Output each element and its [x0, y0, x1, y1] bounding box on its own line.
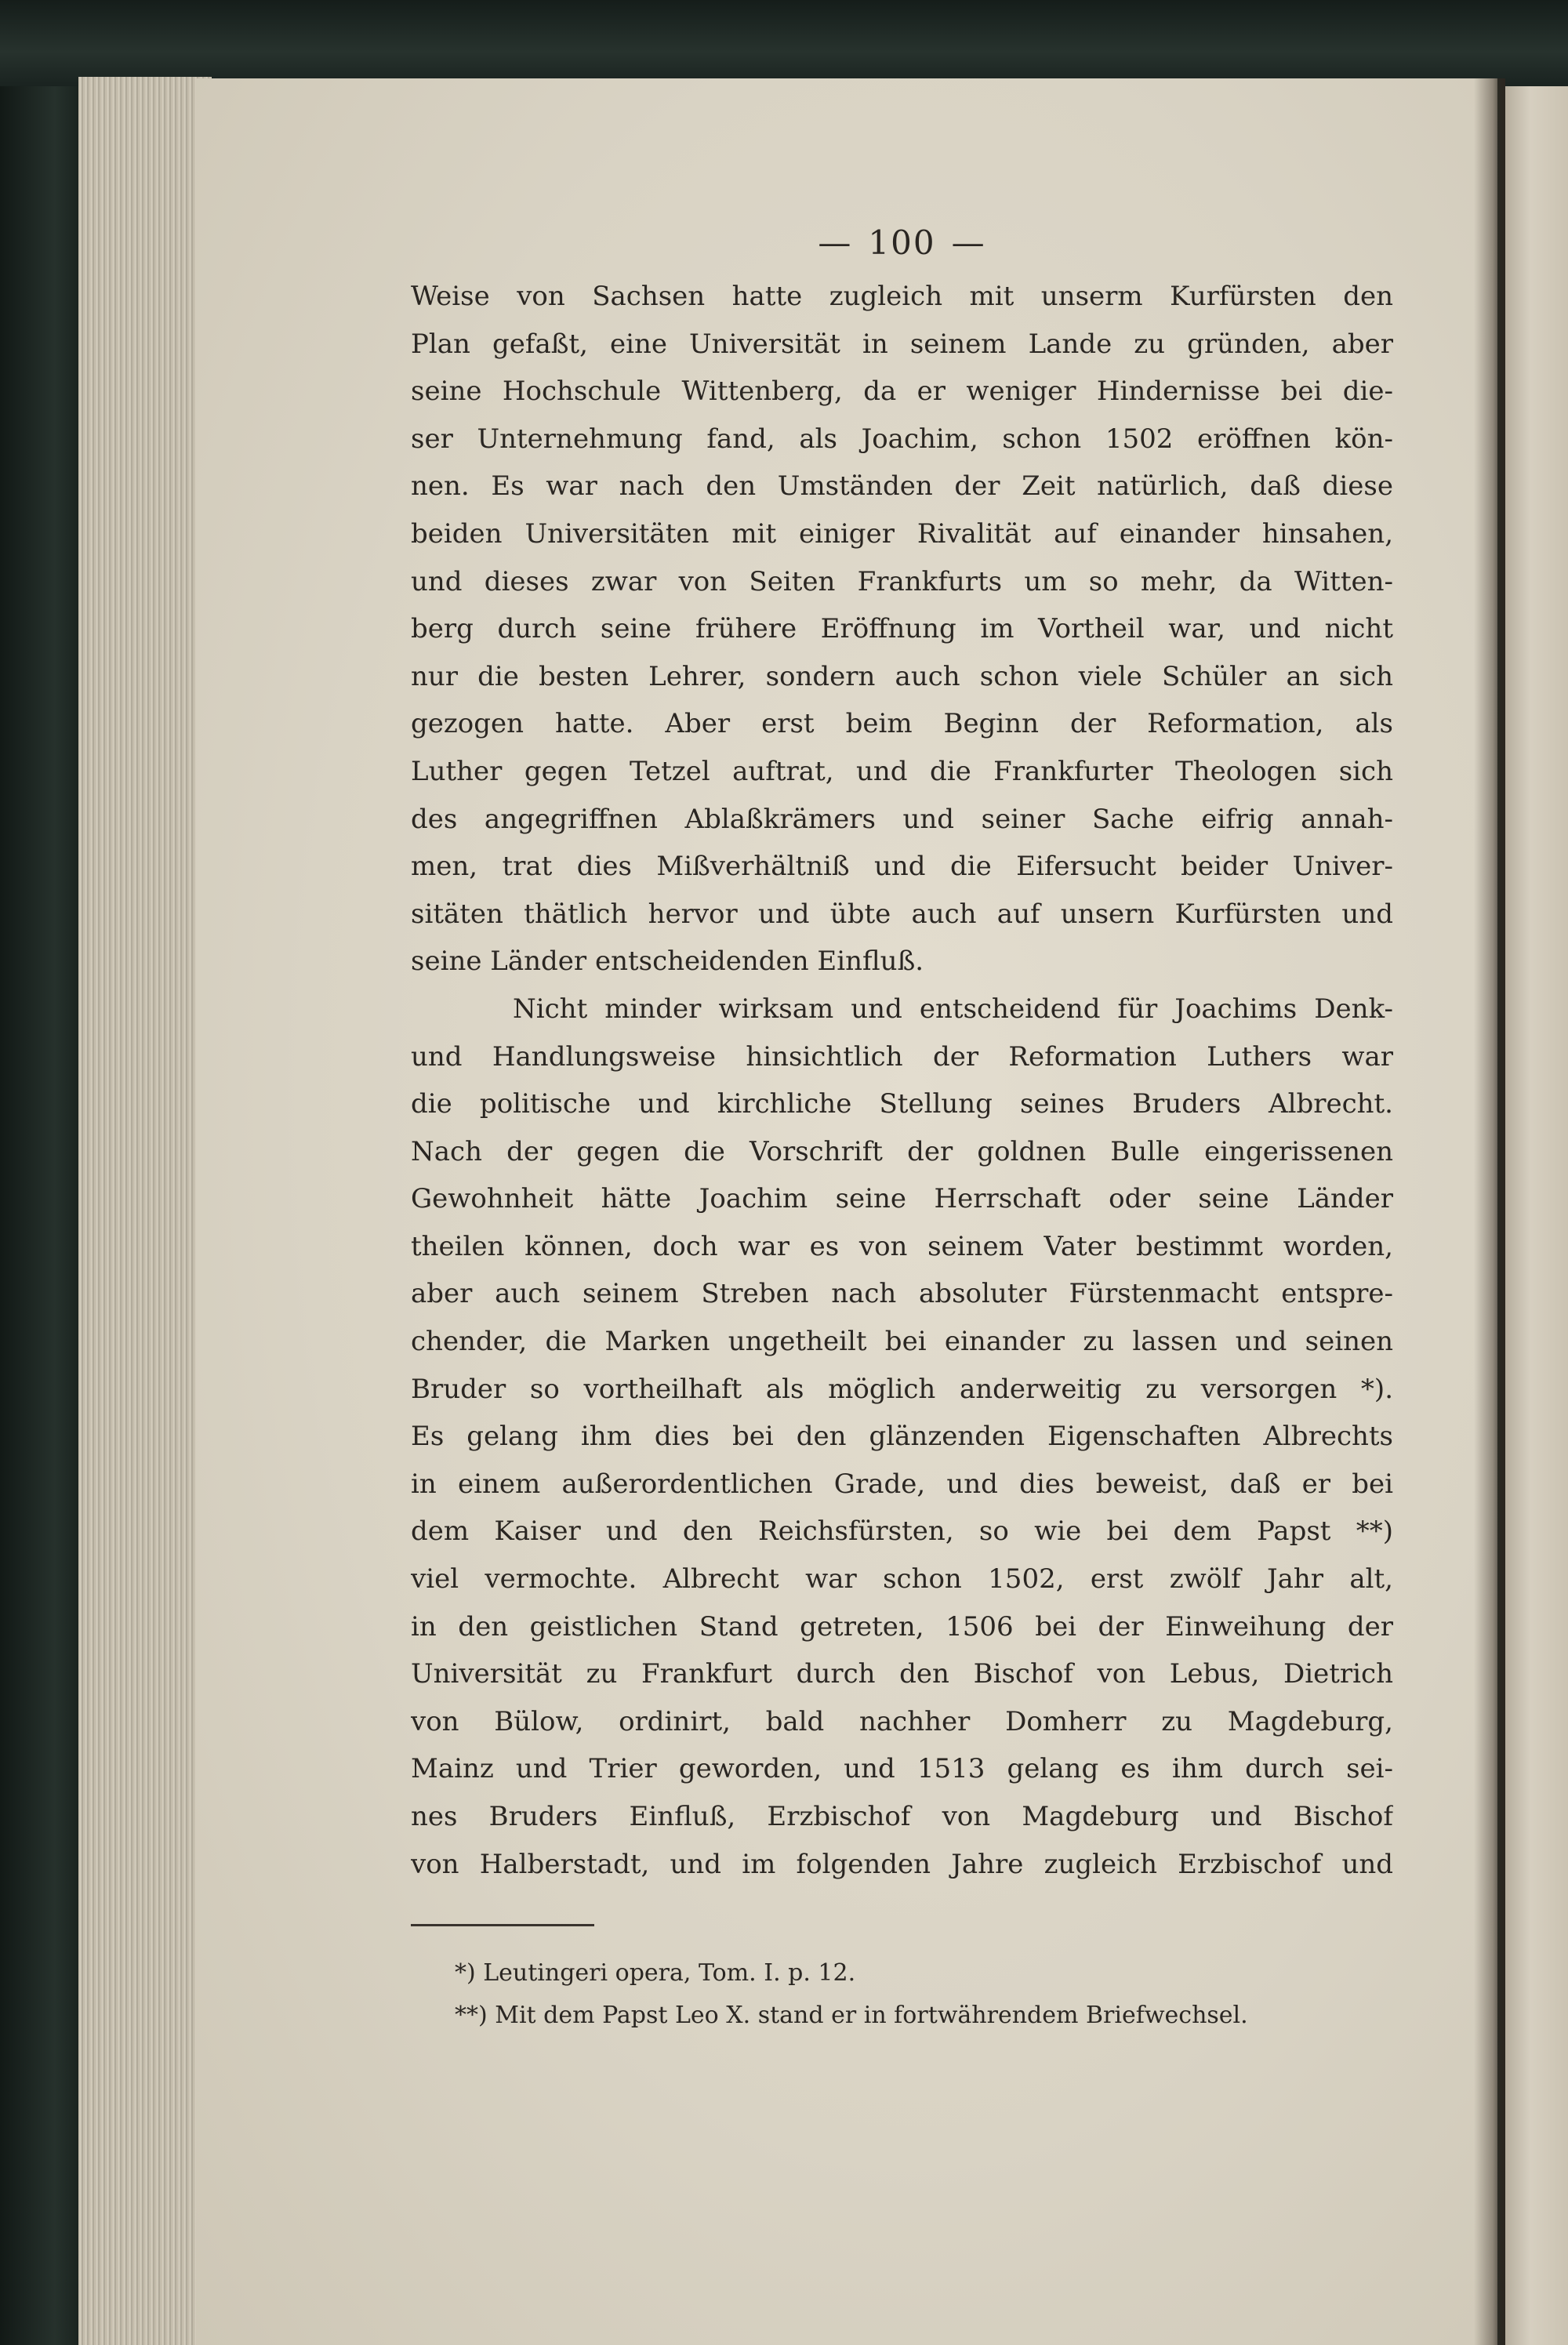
- page-number-dash-left: —: [818, 223, 853, 262]
- footnote-1: *) Leutingeri opera, Tom. I. p. 12.: [455, 1959, 856, 1987]
- text-line: chender, die Marken ungetheilt bei einander zu lassen und seinen: [411, 1326, 1393, 1358]
- page-text: [411, 220, 1393, 1888]
- text-line: nur die besten Lehrer, sondern auch schon viele Schüler an sich: [411, 660, 1393, 692]
- text-line: in den geistlichen Stand getreten, 1506 bei der Einweihung der: [411, 1610, 1393, 1643]
- text-line: berg durch seine frühere Eröffnung im Vortheil war, und nicht: [411, 613, 1393, 645]
- text-line-paragraph-start: Nicht minder wirksam und entscheidend für Joachims Denk-: [513, 993, 1393, 1025]
- footnote-2: **) Mit dem Papst Leo X. stand er in fortwährendem Briefwechsel.: [455, 2002, 1248, 2029]
- text-line: Universität zu Frankfurt durch den Bischof von Lebus, Dietrich: [411, 1658, 1393, 1690]
- text-line: Plan gefaßt, eine Universität in seinem Lande zu gründen, aber: [411, 328, 1393, 360]
- text-line-paragraph-end: seine Länder entscheidenden Einfluß.: [411, 946, 924, 978]
- footnotes: [455, 1952, 1396, 2037]
- text-line: von Bülow, ordinirt, bald nachher Domherr zu Magdeburg,: [411, 1705, 1393, 1737]
- text-line: Luther gegen Tetzel auftrat, und die Frankfurter Theologen sich: [411, 755, 1393, 787]
- text-line: theilen können, doch war es von seinem Vater bestimmt worden,: [411, 1230, 1393, 1262]
- page-edges: [78, 77, 212, 2345]
- text-line: sitäten thätlich hervor und übte auch auf unsern Kurfürsten und: [411, 898, 1393, 930]
- text-line: Mainz und Trier geworden, und 1513 gelang es ihm durch sei-: [411, 1753, 1393, 1785]
- text-line: nes Bruders Einfluß, Erzbischof von Magdeburg und Bischof: [411, 1801, 1393, 1832]
- text-line: die politische und kirchliche Stellung seines Bruders Albrecht.: [411, 1088, 1393, 1120]
- text-line: in einem außerordentlichen Grade, und dies beweist, daß er bei: [411, 1468, 1393, 1500]
- text-line: ser Unternehmung fand, als Joachim, schon 1502 eröffnen kön-: [411, 423, 1393, 455]
- text-line: und Handlungsweise hinsichtlich der Reformation Luthers war: [411, 1040, 1393, 1073]
- text-line: gezogen hatte. Aber erst beim Beginn der Reformation, als: [411, 708, 1393, 740]
- text-line: viel vermochte. Albrecht war schon 1502, erst zwölf Jahr alt,: [411, 1563, 1393, 1595]
- text-line: Bruder so vortheilhaft als möglich anderweitig zu versorgen *).: [411, 1373, 1393, 1405]
- footnote-divider: [411, 1924, 594, 1926]
- book-cover-top: [0, 0, 1568, 86]
- page-gutter: [1474, 78, 1505, 2345]
- facing-page-edge: [1505, 86, 1568, 2345]
- page-number-dash-right: —: [951, 223, 986, 262]
- text-line: Nach der gegen die Vorschrift der goldnen Bulle eingerissenen: [411, 1135, 1393, 1167]
- text-line: und dieses zwar von Seiten Frankfurts um so mehr, da Witten-: [411, 565, 1393, 597]
- text-line: Weise von Sachsen hatte zugleich mit unserm Kurfürsten den: [411, 281, 1393, 312]
- text-line: aber auch seinem Streben nach absoluter Fürstenmacht entspre-: [411, 1278, 1393, 1310]
- book-cover-left: [0, 0, 78, 2345]
- text-line: dem Kaiser und den Reichsfürsten, so wie bei dem Papst **): [411, 1516, 1393, 1548]
- text-line: von Halberstadt, und im folgenden Jahre zugleich Erzbischof und: [411, 1848, 1393, 1880]
- page-number-header: [411, 220, 1393, 267]
- text-line: nen. Es war nach den Umständen der Zeit natürlich, daß diese: [411, 470, 1393, 503]
- text-line: beiden Universitäten mit einiger Rivalität auf einander hinsahen,: [411, 517, 1393, 550]
- text-line: Gewohnheit hätte Joachim seine Herrschaft oder seine Länder: [411, 1183, 1393, 1215]
- text-line: men, trat dies Mißverhältniß und die Eifersucht beider Univer-: [411, 851, 1393, 883]
- text-line: des angegriffnen Ablaßkrämers und seiner Sache eifrig annah-: [411, 803, 1393, 835]
- text-line: Es gelang ihm dies bei den glänzenden Eigenschaften Albrechts: [411, 1421, 1393, 1453]
- text-line: seine Hochschule Wittenberg, da er weniger Hindernisse bei die-: [411, 376, 1393, 408]
- page-number: 100: [868, 223, 936, 262]
